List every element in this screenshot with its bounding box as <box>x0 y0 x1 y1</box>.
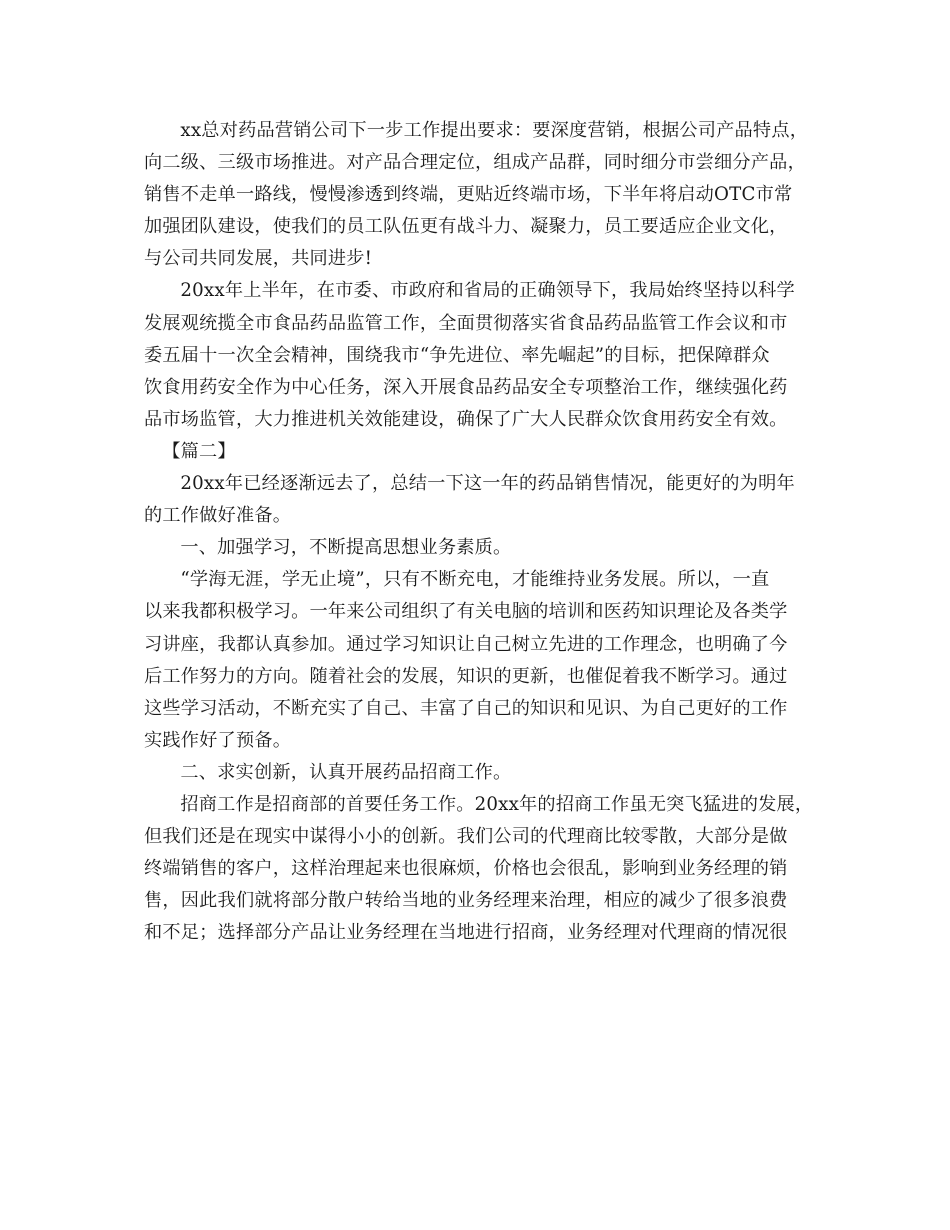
text-line: 加强团队建设，使我们的员工队伍更有战斗力、凝聚力，员工要适应企业文化， <box>144 216 788 238</box>
paragraph <box>144 275 814 435</box>
text-line: 售，因此我们就将部分散户转给当地的业务经理来治理，相应的减少了很多浪费 <box>144 890 788 912</box>
text-line: 但我们还是在现实中谋得小小的创新。我们公司的代理商比较零散，大部分是做 <box>144 826 788 848</box>
paragraph <box>144 757 814 789</box>
text-line: 和不足；选择部分产品让业务经理在当地进行招商，业务经理对代理商的情况很 <box>144 922 788 944</box>
text-line: 委五届十一次全会精神，围绕我市“争先进位、率先崛起”的目标，把保障群众 <box>144 344 770 366</box>
text-line: 后工作努力的方向。随着社会的发展，知识的更新，也催促着我不断学习。通过 <box>144 665 788 687</box>
paragraph <box>144 115 814 275</box>
text-line: 向二级、三级市场推进。对产品合理定位，组成产品群，同时细分市尝细分产品， <box>144 152 806 174</box>
text-line: 招商工作是招商部的首要任务工作。20xx年的招商工作虽无突飞猛进的发展， <box>180 793 814 815</box>
text-line: 习讲座，我都认真参加。通过学习知识让自己树立先进的工作理念，也明确了今 <box>144 633 788 655</box>
text-line: 这些学习活动，不断充实了自己、丰富了自己的知识和见识、为自己更好的工作 <box>144 697 788 719</box>
text-line: 饮食用药安全作为中心任务，深入开展食品药品安全专项整治工作，继续强化药 <box>144 376 788 398</box>
text-line: 20xx年上半年，在市委、市政府和省局的正确领导下，我局始终坚持以科学 <box>180 280 795 302</box>
paragraph <box>144 468 814 532</box>
paragraph <box>144 564 814 757</box>
text-line: 【篇二】 <box>162 440 236 462</box>
document-page <box>144 115 814 949</box>
text-line: 品市场监管，大力推进机关效能建设，确保了广大人民群众饮食用药安全有效。 <box>144 408 788 430</box>
text-line: 一、加强学习，不断提高思想业务素质。 <box>180 537 512 559</box>
text-line: xx总对药品营销公司下一步工作提出要求：要深度营销，根据公司产品特点， <box>180 120 809 141</box>
text-line: 实践作好了预备。 <box>144 729 292 751</box>
section-heading <box>144 436 814 468</box>
text-line: 以来我都积极学习。一年来公司组织了有关电脑的培训和医药知识理论及各类学 <box>144 601 788 623</box>
text-line: 20xx年已经逐渐远去了，总结一下这一年的药品销售情况，能更好的为明年 <box>180 473 795 495</box>
text-line: 发展观统揽全市食品药品监管工作，全面贯彻落实省食品药品监管工作会议和市 <box>144 312 788 334</box>
text-line: 销售不走单一路线，慢慢渗透到终端，更贴近终端市场，下半年将启动OTC市常 <box>144 184 793 206</box>
text-line: “学海无涯，学无止境”，只有不断充电，才能维持业务发展。所以，一直 <box>180 569 770 591</box>
paragraph <box>144 789 814 949</box>
text-line: 二、求实创新，认真开展药品招商工作。 <box>180 761 512 783</box>
text-line: 与公司共同发展，共同进步! <box>144 248 373 270</box>
text-line: 的工作做好准备。 <box>144 505 292 527</box>
text-line: 终端销售的客户，这样治理起来也很麻烦，价格也会很乱，影响到业务经理的销 <box>144 858 788 880</box>
paragraph <box>144 532 814 564</box>
